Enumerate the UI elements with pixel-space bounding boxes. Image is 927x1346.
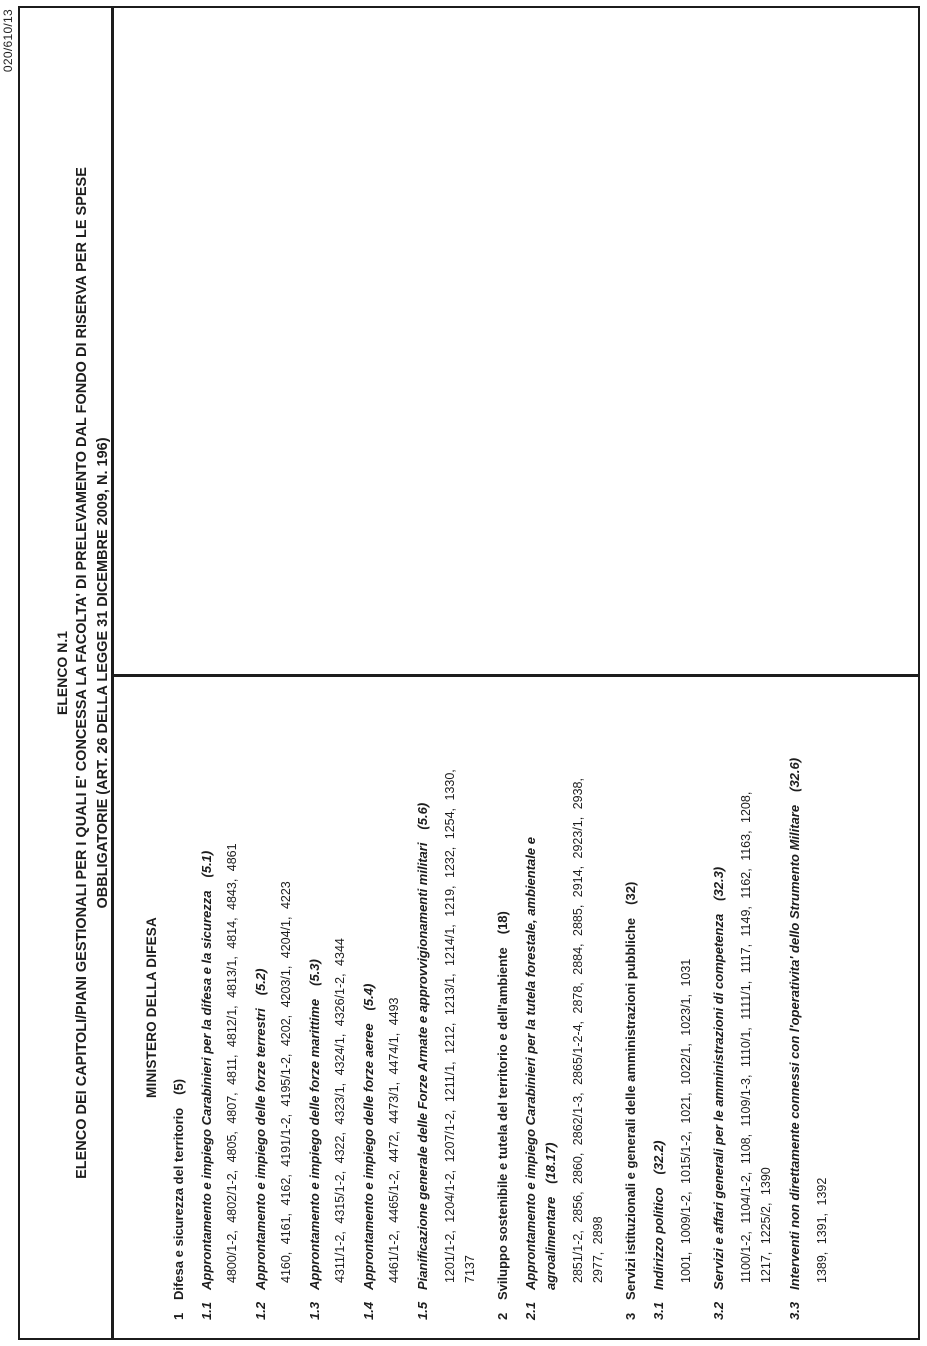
item-text: 4461/1-2, 4465/1-2, 4472, 4473/1, 4474/1, 4493 — [387, 997, 401, 1283]
body-line — [523, 677, 538, 1338]
item-number: 1.1 — [199, 1301, 214, 1320]
item-text: 1001, 1009/1-2, 1015/1-2, 1021, 1022/1, 1023/1, 1031 — [679, 958, 693, 1283]
body-line — [443, 677, 458, 1338]
item-program-code: (5.1) — [199, 850, 214, 878]
item-text: 2851/1-2, 2856, 2860, 2862/1-3, 2865/1-2-4, 2878, 2884, 2885, 2914, 2923/1, 2938, — [571, 778, 585, 1283]
item-text: 1100/1-2, 1104/1-2, 1108, 1109/1-3, 1110/1, 1111/1, 1117, 1149, 1162, 1163, 1208, — [739, 791, 753, 1283]
item-program-code: (18.17) — [543, 1142, 558, 1184]
item-program-code: (32.6) — [787, 757, 802, 792]
content-column — [114, 674, 918, 1338]
item-number: 3.3 — [787, 1301, 802, 1320]
empty-column — [114, 8, 918, 674]
item-text: 2977, 2898 — [591, 1216, 605, 1283]
elenco-description-line1: ELENCO DEI CAPITOLI/PIANI GESTIONALI PER I QUALI E' CONCESSA LA FACOLTA' DI PRELEVAMENTO DAL FONDO DI RISERVA PER LE SPESE — [74, 167, 90, 1179]
title-band — [20, 8, 114, 1338]
body-line — [571, 677, 586, 1338]
body-line — [279, 677, 294, 1338]
item-text: 1217, 1225/2, 1390 — [759, 1167, 773, 1283]
ministry-heading: MINISTERO DELLA DIFESA — [144, 917, 159, 1098]
body-line — [307, 677, 322, 1338]
item-text: Indirizzo politico — [651, 1187, 666, 1290]
item-number: 3.2 — [711, 1301, 726, 1320]
item-text: 4800/1-2, 4802/1-2, 4805, 4807, 4811, 4812/1, 4813/1, 4814, 4843, 4861 — [225, 843, 239, 1283]
body-line — [171, 677, 186, 1338]
item-program-code: (32.2) — [651, 1140, 666, 1175]
body-line — [679, 677, 694, 1338]
item-text: 7137 — [463, 1255, 477, 1283]
item-text: 1201/1-2, 1204/1-2, 1207/1-2, 1211/1, 1212, 1213/1, 1214/1, 1219, 1232, 1254, 1330, — [443, 769, 457, 1283]
page-border-frame — [18, 6, 920, 1340]
item-program-code: (5.2) — [253, 968, 268, 996]
item-number: 1.4 — [361, 1301, 376, 1320]
elenco-number-title: ELENCO N.1 — [54, 631, 70, 716]
item-number: 1 — [171, 1312, 186, 1320]
item-program-code: (32) — [623, 881, 638, 905]
body-line — [199, 677, 214, 1338]
item-program-code: (32.3) — [711, 866, 726, 901]
item-text: Approntamento e impiego delle forze aeree — [361, 1023, 376, 1290]
item-text: Pianificazione generale delle Forze Armate e approvvigionamenti militari — [415, 842, 430, 1290]
elenco-description-line2: OBBLIGATORIE (ART. 26 DELLA LEGGE 31 DICEMBRE 2009, N. 196) — [95, 437, 111, 909]
item-text: Approntamento e impiego delle forze terrestri — [253, 1008, 268, 1290]
body-line — [543, 677, 558, 1338]
item-number: 1.5 — [415, 1301, 430, 1320]
body-line — [651, 677, 666, 1338]
item-number: 2.1 — [523, 1301, 538, 1320]
item-text: Difesa e sicurezza del territorio — [171, 1107, 186, 1300]
item-program-code: (5.3) — [307, 959, 322, 986]
item-program-code: (5.4) — [361, 983, 376, 1011]
body-line — [739, 677, 754, 1338]
item-number: 1.2 — [253, 1301, 268, 1320]
body-line — [387, 677, 402, 1338]
item-text: Servizi istituzionali e generali delle amministrazioni pubbliche — [623, 917, 638, 1300]
document-body — [114, 8, 918, 1338]
body-line — [815, 677, 830, 1338]
item-text: Sviluppo sostenibile e tutela del territorio e dell'ambiente — [495, 947, 510, 1300]
body-line — [463, 677, 478, 1338]
item-text: Approntamento e impiego Carabinieri per la difesa e la sicurezza — [199, 890, 214, 1290]
document-code: 020/610/13 — [1, 9, 15, 73]
item-text: agroalimentare — [543, 1196, 558, 1290]
item-number: 3.1 — [651, 1301, 666, 1320]
item-text: Approntamento e impiego delle forze marittime — [307, 998, 322, 1290]
item-text: Servizi e affari generali per le amministrazioni di competenza — [711, 913, 726, 1290]
item-number: 2 — [495, 1312, 510, 1320]
body-line — [333, 677, 348, 1338]
item-text: 1389, 1391, 1392 — [815, 1177, 829, 1283]
item-number: 1.3 — [307, 1301, 322, 1320]
item-program-code: (5.6) — [415, 802, 430, 830]
body-line — [253, 677, 268, 1338]
item-text: Approntamento e impiego Carabinieri per la tutela forestale, ambientale e — [523, 837, 538, 1290]
body-line — [225, 677, 240, 1338]
item-text: Interventi non direttamente connessi con l'operativita' dello Strumento Militare — [787, 804, 802, 1290]
item-program-code: (5) — [171, 1078, 186, 1095]
body-line — [623, 677, 638, 1338]
item-number: 3 — [623, 1312, 638, 1320]
body-line — [759, 677, 774, 1338]
item-text: 4311/1-2, 4315/1-2, 4322, 4323/1, 4324/1, 4326/1-2, 4344 — [333, 938, 347, 1283]
body-line — [711, 677, 726, 1338]
body-line — [415, 677, 430, 1338]
chapter-list — [171, 677, 830, 1338]
item-program-code: (18) — [495, 911, 510, 935]
item-text: 4160, 4161, 4162, 4191/1-2, 4195/1-2, 4202, 4203/1, 4204/1, 4223 — [279, 881, 293, 1283]
body-line — [495, 677, 510, 1338]
body-line — [787, 677, 802, 1338]
body-line — [361, 677, 376, 1338]
body-line — [591, 677, 606, 1338]
